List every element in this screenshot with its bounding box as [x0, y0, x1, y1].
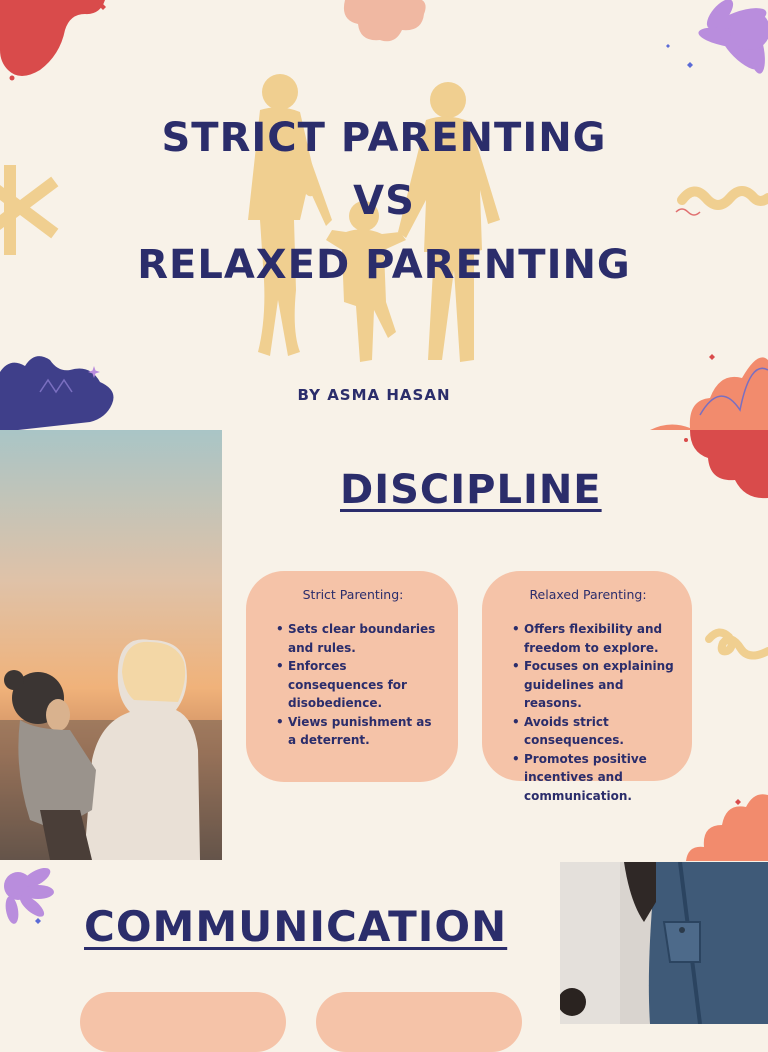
- flower-decoration-peach-top: [340, 0, 430, 45]
- strict-discipline-list: [266, 620, 440, 750]
- blob-decoration-red-top-left: [0, 0, 120, 90]
- title-line-2: VS: [353, 178, 415, 224]
- denim-jacket-photo: [560, 862, 768, 1024]
- list-item: • Views punishment as a deterrent.: [278, 713, 440, 750]
- relaxed-discipline-list: [502, 620, 674, 805]
- mother-baby-sunset-photo: [0, 430, 222, 860]
- author-byline: BY ASMA HASAN: [297, 386, 451, 404]
- title-line-1: STRICT PARENTING: [161, 115, 607, 161]
- strict-communication-card: [80, 992, 286, 1052]
- card-title: Strict Parenting:: [302, 587, 404, 602]
- strict-parenting-card: [246, 571, 458, 782]
- list-item: • Focuses on explaining guidelines and reasons.: [514, 657, 674, 713]
- relaxed-communication-card: [316, 992, 522, 1052]
- flower-decoration-coral-right: [650, 340, 768, 500]
- list-item: • Promotes positive incentives and communication.: [514, 750, 674, 806]
- flower-decoration-coral-bottom-right: [684, 785, 768, 865]
- communication-heading: COMMUNICATION: [84, 902, 508, 951]
- relaxed-parenting-card: [482, 571, 692, 803]
- list-item: • Sets clear boundaries and rules.: [278, 620, 440, 657]
- flower-decoration-lavender-bottom-left: [0, 860, 60, 926]
- title-line-3: RELAXED PARENTING: [137, 242, 631, 288]
- sparkle-icon: [88, 366, 100, 378]
- discipline-heading: DISCIPLINE: [340, 467, 602, 513]
- card-title: Relaxed Parenting:: [529, 587, 647, 602]
- list-item: • Avoids strict consequences.: [514, 713, 674, 750]
- squiggle-decoration-mid-right: [705, 625, 768, 667]
- flower-decoration-lavender-top-right: [660, 0, 768, 80]
- list-item: • Enforces consequences for disobedience.: [278, 657, 440, 713]
- list-item: • Offers flexibility and freedom to explore.: [514, 620, 674, 657]
